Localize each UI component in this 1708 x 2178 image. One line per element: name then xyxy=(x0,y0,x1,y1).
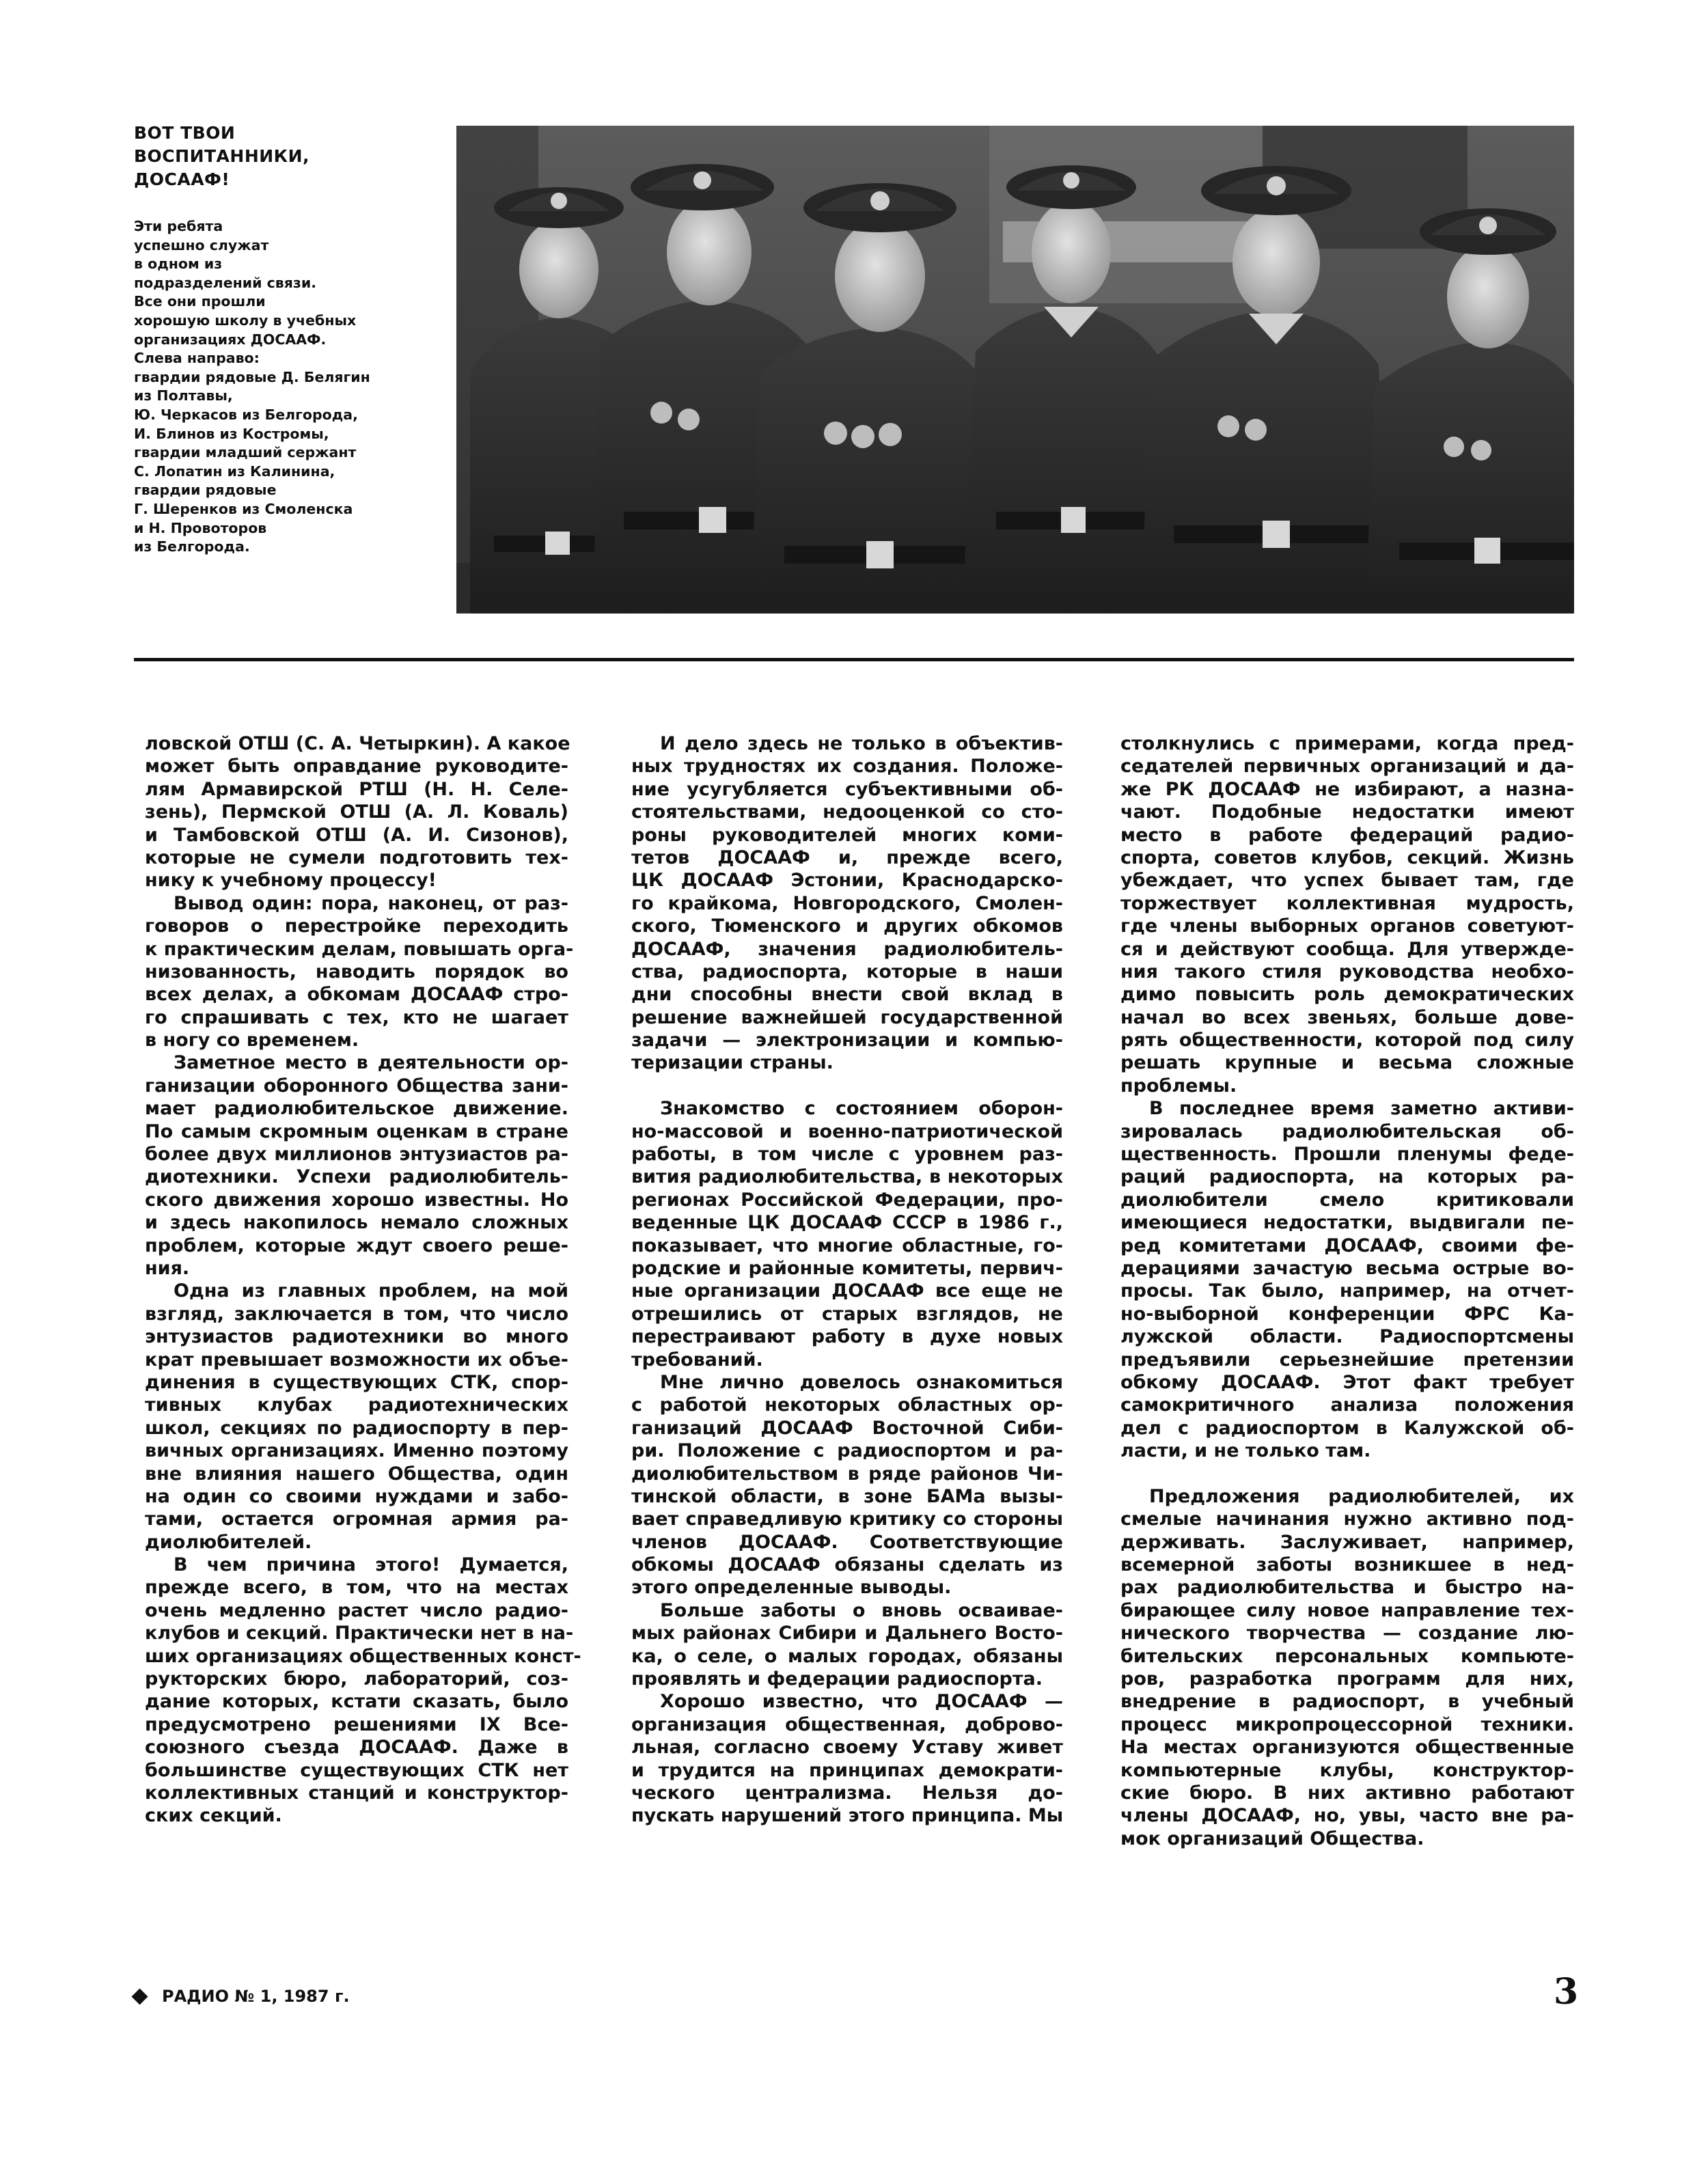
text-line: рукторских бюро, лабораторий, соз- xyxy=(145,1668,568,1690)
text-line: В последнее время заметно активи- xyxy=(1149,1098,1574,1120)
text-line: проблемы. xyxy=(1120,1075,1237,1097)
text-line: нику к учебному процессу! xyxy=(145,870,437,892)
caption-line: Эти ребята xyxy=(134,218,223,234)
text-line: перестраивают работу в духе новых xyxy=(631,1326,1063,1348)
text-line: ловской ОТШ (С. А. Четыркин). А какое xyxy=(145,733,570,754)
text-line: внедрение в радиоспорт, в учебный xyxy=(1120,1691,1574,1713)
text-line: работы, в том числе с уровнем раз- xyxy=(631,1144,1063,1166)
text-line: обкому ДОСААФ. Этот факт требует xyxy=(1120,1371,1574,1393)
text-line: дерациями зачастую весьма острые во- xyxy=(1120,1257,1574,1279)
text-line: диолюбители смело критиковали xyxy=(1120,1189,1574,1211)
caption-line: успешно служат xyxy=(134,236,269,253)
text-line: веденные ЦК ДОСААФ СССР в 1986 г., xyxy=(631,1212,1063,1234)
text-line: проблем, которые ждут своего реше- xyxy=(145,1235,568,1256)
text-line: взгляд, заключается в том, что число xyxy=(145,1303,568,1325)
text-line: говоров о перестройке переходить xyxy=(145,915,568,937)
text-line: ганизации оборонного Общества зани- xyxy=(145,1075,568,1097)
text-line: крат превышает возможности их объе- xyxy=(145,1349,568,1370)
text-line: же РК ДОСААФ не избирают, а назна- xyxy=(1120,778,1574,800)
text-line: седателей первичных организаций и да- xyxy=(1120,756,1574,777)
text-line: пускать нарушений этого принципа. Мы xyxy=(631,1805,1064,1827)
text-line: в ногу со временем. xyxy=(145,1030,359,1051)
text-line: обкомы ДОСААФ обязаны сделать из xyxy=(631,1554,1063,1576)
text-line: всех делах, а обкомам ДОСААФ стро- xyxy=(145,984,568,1006)
text-line: столкнулись с примерами, когда пред- xyxy=(1120,733,1574,754)
text-line: место в работе федераций радио- xyxy=(1120,824,1574,846)
caption-line: и Н. Провоторов xyxy=(134,519,267,536)
text-line: на один со своими нуждами и забо- xyxy=(145,1485,568,1507)
text-line: требований. xyxy=(631,1349,763,1370)
text-line: ганизаций ДОСААФ Восточной Сиби- xyxy=(631,1417,1063,1439)
text-line: решать крупные и весьма сложные xyxy=(1120,1052,1574,1074)
caption-line: в одном из xyxy=(134,256,223,273)
text-line: зень), Пермской ОТШ (А. Л. Коваль) xyxy=(145,801,568,823)
text-line: Заметное место в деятельности ор- xyxy=(174,1052,568,1074)
text-line: роны руководителей многих коми- xyxy=(631,824,1063,846)
text-line: ских секций. xyxy=(145,1805,282,1827)
text-line: проявлять и федерации радиоспорта. xyxy=(631,1668,1043,1690)
caption-line: Все они прошли xyxy=(134,293,266,310)
text-line: ческого централизма. Нельзя до- xyxy=(631,1782,1063,1804)
text-line: диолюбительством в ряде районов Чи- xyxy=(631,1463,1063,1485)
text-line: зировалась радиолюбительская об- xyxy=(1120,1120,1574,1142)
text-line: низованность, наводить порядок во xyxy=(145,961,568,982)
caption-title xyxy=(134,122,435,191)
text-line: клубов и секций. Практически нет в на- xyxy=(145,1623,574,1644)
text-line: ские бюро. В них активно работают xyxy=(1120,1782,1574,1804)
text-line: где члены выборных органов советуют- xyxy=(1120,915,1574,937)
text-line: которые не сумели подготовить тех- xyxy=(145,846,568,868)
page-footer xyxy=(134,1986,350,2007)
text-line: задачи — электронизации и компью- xyxy=(631,1030,1063,1051)
text-line: и здесь накопилось немало сложных xyxy=(145,1212,568,1234)
text-line: тинской области, в зоне БАМа вызы- xyxy=(631,1485,1063,1507)
text-line: школ, секциях по радиоспорту в пер- xyxy=(145,1417,568,1439)
text-line: тетов ДОСААФ и, прежде всего, xyxy=(631,846,1063,868)
text-line: дел с радиоспортом в Калужской об- xyxy=(1120,1417,1574,1439)
caption-line: подразделений связи. xyxy=(134,274,316,291)
text-line: членов ДОСААФ. Соответствующие xyxy=(631,1531,1063,1553)
text-line: вичных организациях. Именно поэтому xyxy=(145,1440,568,1462)
text-line: Предложения радиолюбителей, их xyxy=(1149,1485,1574,1507)
caption-line: из Полтавы, xyxy=(134,387,233,404)
text-line: организация общественная, доброво- xyxy=(631,1713,1063,1735)
text-line: ных трудностях их создания. Положе- xyxy=(631,756,1063,777)
text-line: начал во всех звеньях, больше дове- xyxy=(1120,1006,1574,1028)
caption-line: И. Блинов из Костромы, xyxy=(134,425,329,442)
page-number: 3 xyxy=(1554,1971,1579,2013)
text-line: регионах Российской Федерации, про- xyxy=(631,1189,1063,1211)
text-line: И дело здесь не только в объектив- xyxy=(660,733,1063,754)
text-line: Больше заботы о вновь осваивае- xyxy=(660,1599,1063,1621)
article-column-2 xyxy=(631,732,1063,1828)
text-line: держивать. Заслуживает, например, xyxy=(1120,1531,1574,1553)
text-line: с работой некоторых областных ор- xyxy=(631,1394,1063,1416)
text-line: диотехники. Успехи радиолюбитель- xyxy=(145,1166,568,1188)
text-line: этого определенные выводы. xyxy=(631,1577,952,1599)
text-line: мает радиолюбительское движение. xyxy=(145,1098,568,1120)
text-line: имеющиеся недостатки, выдвигали пе- xyxy=(1120,1212,1574,1234)
text-line: бительских персональных компьюте- xyxy=(1120,1645,1574,1667)
text-line: теризации страны. xyxy=(631,1052,834,1074)
text-line: спорта, советов клубов, секций. Жизнь xyxy=(1120,846,1574,868)
caption-title-line: ДОСААФ! xyxy=(134,169,230,189)
text-line: энтузиастов радиотехники во много xyxy=(145,1326,568,1348)
magazine-issue: РАДИО № 1, 1987 г. xyxy=(162,1987,350,2006)
text-line: вития радиолюбительства, в некоторых xyxy=(631,1166,1063,1188)
text-line: всемерной заботы возникшее в нед- xyxy=(1120,1554,1574,1576)
text-line: бирающее силу новое направление тех- xyxy=(1120,1599,1574,1621)
text-line: ния такого стиля руководства необхо- xyxy=(1120,961,1574,982)
text-line: ред комитетами ДОСААФ, своими фе- xyxy=(1120,1235,1574,1256)
text-line: рять общественности, которой под силу xyxy=(1120,1030,1574,1051)
text-line: ского движения хорошо известны. Но xyxy=(145,1189,568,1211)
text-line: прежде всего, в том, что на местах xyxy=(145,1577,568,1599)
text-line: показывает, что многие областные, го- xyxy=(631,1235,1063,1256)
text-line: Хорошо известно, что ДОСААФ — xyxy=(660,1691,1063,1713)
text-line: лужской области. Радиоспортсмены xyxy=(1120,1326,1574,1348)
text-line: В чем причина этого! Думается, xyxy=(174,1554,568,1576)
caption-line: гвардии рядовые Д. Белягин xyxy=(134,368,370,385)
text-line: очень медленно растет число радио- xyxy=(145,1599,568,1621)
caption-line: хорошую школу в учебных xyxy=(134,312,357,329)
text-line: мых районах Сибири и Дальнего Восто- xyxy=(631,1623,1063,1644)
caption-title-line: ВОТ ТВОИ xyxy=(134,123,236,143)
text-line: компьютерные клубы, конструктор- xyxy=(1120,1759,1574,1781)
text-line: предъявили серьезнейшие претензии xyxy=(1120,1349,1574,1370)
text-line: торжествует коллективная мудрость, xyxy=(1120,892,1574,914)
caption-line: Ю. Черкасов из Белгорода, xyxy=(134,406,358,423)
text-line: коллективных станций и конструктор- xyxy=(145,1782,568,1804)
text-line: ри. Положение с радиоспортом и ра- xyxy=(631,1440,1063,1462)
text-line: стоятельствами, недооценкой со сто- xyxy=(631,801,1063,823)
text-line: большинстве существующих СТК нет xyxy=(145,1759,568,1781)
text-line: вает справедливую критику со стороны xyxy=(631,1508,1063,1530)
text-line: рах радиолюбительства и быстро на- xyxy=(1120,1577,1574,1599)
text-line: ния. xyxy=(145,1257,190,1279)
horizontal-rule xyxy=(134,658,1574,661)
text-line: предусмотрено решениями IX Все- xyxy=(145,1713,568,1735)
text-line: Мне лично довелось ознакомиться xyxy=(660,1371,1063,1393)
text-line: члены ДОСААФ, но, увы, часто вне ра- xyxy=(1120,1805,1574,1827)
text-line: дни способны внести свой вклад в xyxy=(631,984,1063,1006)
text-line: отрешились от старых взглядов, не xyxy=(631,1303,1063,1325)
text-line: Знакомство с состоянием оборон- xyxy=(660,1098,1063,1120)
text-line: ласти, и не только там. xyxy=(1120,1440,1371,1462)
paragraph-gap xyxy=(631,1075,1063,1097)
caption-title-line: ВОСПИТАННИКИ, xyxy=(134,146,310,166)
text-line: решение важнейшей государственной xyxy=(631,1006,1063,1028)
article-column-3 xyxy=(1120,732,1574,1850)
text-line: более двух миллионов энтузиастов ра- xyxy=(145,1144,568,1166)
text-line: но-выборной конференции ФРС Ка- xyxy=(1120,1303,1574,1325)
text-line: чают. Подобные недостатки имеют xyxy=(1120,801,1574,823)
text-line: процесс микропроцессорной техники. xyxy=(1120,1713,1574,1735)
text-line: мок организаций Общества. xyxy=(1120,1828,1424,1849)
text-line: к практическим делам, повышать орга- xyxy=(145,938,574,960)
text-line: дание которых, кстати сказать, было xyxy=(145,1691,568,1713)
text-line: По самым скромным оценкам в стране xyxy=(145,1120,568,1142)
text-line: вне влияния нашего Общества, один xyxy=(145,1463,568,1485)
text-line: щественность. Прошли пленумы феде- xyxy=(1120,1144,1574,1166)
caption-text xyxy=(134,217,435,557)
text-line: самокритичного анализа положения xyxy=(1120,1394,1574,1416)
text-line: тами, остается огромная армия ра- xyxy=(145,1508,568,1530)
text-line: может быть оправдание руководите- xyxy=(145,756,568,777)
paragraph-gap xyxy=(1120,1463,1574,1485)
group-photo xyxy=(456,126,1574,614)
text-line: смелые начинания нужно активно под- xyxy=(1120,1508,1574,1530)
text-line: нического творчества — создание лю- xyxy=(1120,1623,1574,1644)
caption-line: гвардии младший сержант xyxy=(134,444,357,461)
text-line: ние усугубляется субъективными об- xyxy=(631,778,1063,800)
caption-line: организациях ДОСААФ. xyxy=(134,331,327,348)
diamond-bullet-icon xyxy=(131,1988,148,2004)
caption-line: Г. Шеренков из Смоленска xyxy=(134,500,353,517)
caption-line: Слева направо: xyxy=(134,350,260,367)
text-line: ров, разработка программ для них, xyxy=(1120,1668,1574,1690)
text-line: го крайкома, Новгородского, Смолен- xyxy=(631,892,1063,914)
article-column-1 xyxy=(145,732,581,1828)
text-line: льная, согласно своему Уставу живет xyxy=(631,1737,1063,1759)
text-line: и трудится на принципах демократи- xyxy=(631,1759,1063,1781)
text-line: димо повысить роль демократических xyxy=(1120,984,1574,1006)
text-line: го спрашивать с тех, кто не шагает xyxy=(145,1006,568,1028)
photo-caption xyxy=(134,122,435,557)
text-line: Одна из главных проблем, на мой xyxy=(174,1280,568,1302)
text-line: диолюбителей. xyxy=(145,1531,312,1553)
caption-line: С. Лопатин из Калинина, xyxy=(134,463,335,480)
text-line: ка, о селе, о малых городах, обязаны xyxy=(631,1645,1063,1667)
text-line: На местах организуются общественные xyxy=(1120,1737,1574,1759)
text-line: раций радиоспорта, на которых ра- xyxy=(1120,1166,1574,1188)
text-line: лям Армавирской РТШ (Н. Н. Селе- xyxy=(145,778,568,800)
caption-line: из Белгорода. xyxy=(134,538,250,555)
text-line: ского, Тюменского и других обкомов xyxy=(631,915,1063,937)
text-line: ства, радиоспорта, которые в наши xyxy=(631,961,1063,982)
text-line: и Тамбовской ОТШ (А. И. Сизонов), xyxy=(145,824,568,846)
soldiers-photo-illustration xyxy=(456,126,1574,614)
text-line: динения в существующих СТК, спор- xyxy=(145,1371,568,1393)
text-line: ДОСААФ, значения радиолюбитель- xyxy=(631,938,1063,960)
text-line: убеждает, что успех бывает там, где xyxy=(1120,870,1574,892)
text-line: ших организациях общественных конст- xyxy=(145,1645,581,1667)
text-line: ные организации ДОСААФ все еще не xyxy=(631,1280,1063,1302)
text-line: но-массовой и военно-патриотической xyxy=(631,1120,1063,1142)
text-line: ся и действуют сообща. Для утвержде- xyxy=(1120,938,1574,960)
text-line: тивных клубах радиотехнических xyxy=(145,1394,568,1416)
text-line: ЦК ДОСААФ Эстонии, Краснодарско- xyxy=(631,870,1063,892)
text-line: союзного съезда ДОСААФ. Даже в xyxy=(145,1737,568,1759)
text-line: родские и районные комитеты, первич- xyxy=(631,1257,1063,1279)
text-line: Вывод один: пора, наконец, от раз- xyxy=(174,892,568,914)
caption-line: гвардии рядовые xyxy=(134,482,277,499)
text-line: просы. Так было, например, на отчет- xyxy=(1120,1280,1574,1302)
